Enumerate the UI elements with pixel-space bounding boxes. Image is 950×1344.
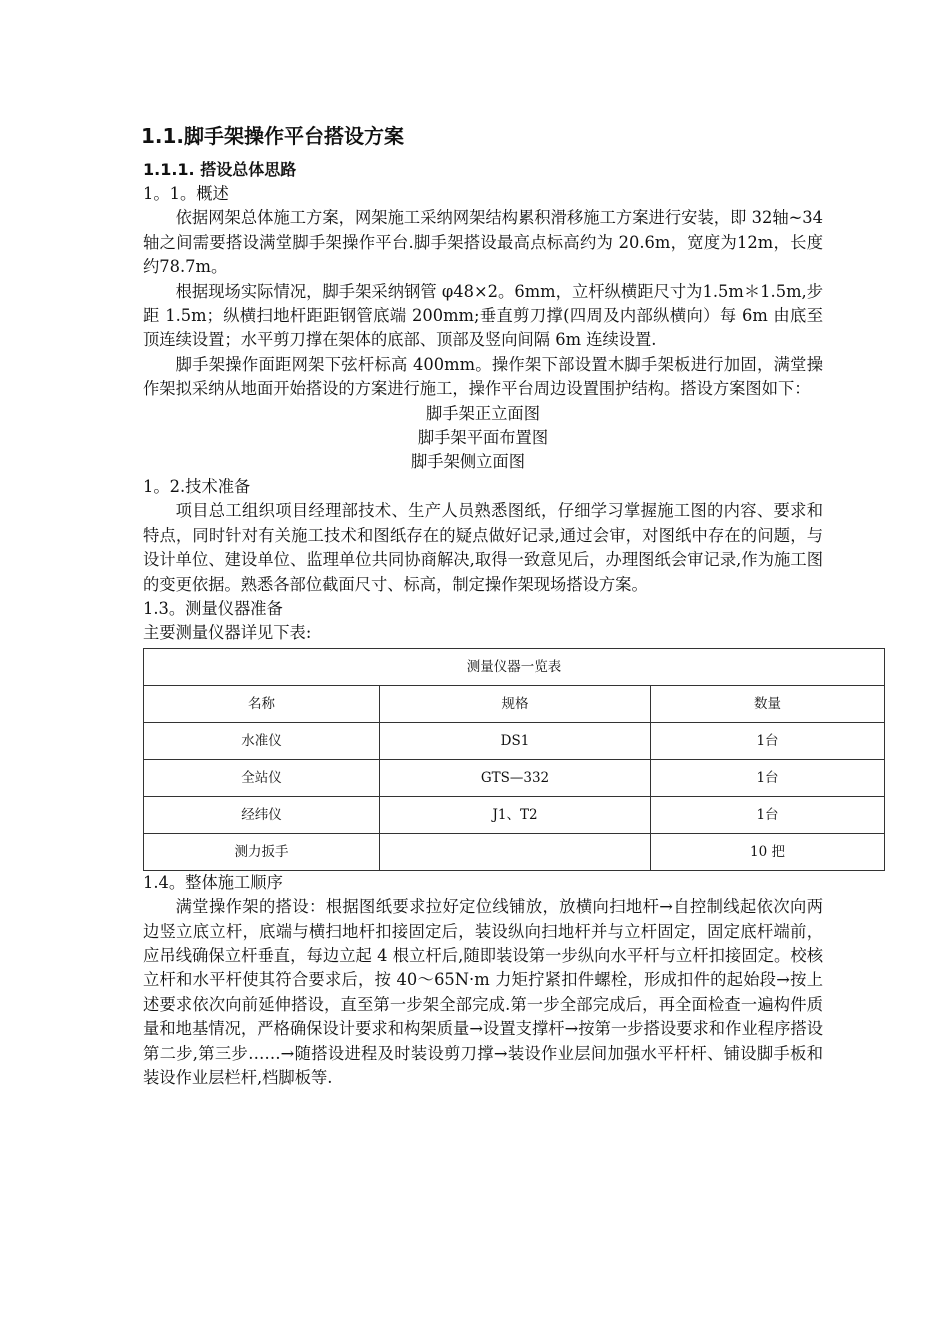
table-row [144, 833, 885, 870]
table-cell: 1台 [651, 759, 885, 796]
table-cell: 10 把 [651, 833, 885, 870]
paragraph: 依据网架总体施工方案，网架施工采纳网架结构累积滑移施工方案进行安装，即 32轴~34 轴之间需要搭设满堂脚手架操作平台.脚手架搭设最高点标高约为 20.6m，宽度为12m，长度约78.7m。 [143, 208, 823, 277]
document-page [143, 112, 823, 1090]
section-title-instruments: 1.3。测量仪器准备 [143, 598, 283, 618]
column-header: 规格 [380, 685, 651, 722]
paragraph: 满堂操作架的搭设：根据图纸要求拉好定位线铺放，放横向扫地杆→自控制线起依次向两边竖立底立杆，底端与横扫地杆扣接固定后，装设纵向扫地杆并与立杆固定，固定底杆端前，应吊线确保立杆垂直，每边立起 4 根立杆后,随即装设第一步纵向水平杆与立杆扣接固定。校核立杆和水平杆使其符合要求后，按 40～65N·m 力矩拧紧扣件螺栓，形成扣件的起始段→按上述要求依次向前延伸搭设，直至第一步架全部完成.第一步全部完成后，再全面检查一遍构件质量和地基情况，严格确保设计要求和构架质量→设置支撑杆→按第一步搭设要求和作业程序搭设第二步,第三步……→随搭设进程及时装设剪刀撑→装设作业层间加强水平杆杆、铺设脚手板和装设作业层栏杆,档脚板等. [143, 897, 823, 1087]
table-cell: 经纬仪 [144, 796, 380, 833]
section-title-overview: 1。1。概述 [143, 184, 229, 203]
figure-caption: 脚手架正立面图 [426, 403, 540, 423]
paragraph: 脚手架操作面距网架下弦杆标高 400mm。操作架下部设置木脚手架板进行加固，满堂操作架拟采纳从地面开始搭设的方案进行施工，操作平台周边设置围护结构。搭设方案图如下： [143, 354, 823, 399]
table-cell: 1台 [651, 722, 885, 759]
heading-1: 1.1.脚手架操作平台搭设方案 [141, 124, 405, 148]
table-row [144, 796, 885, 833]
table-cell: 水准仪 [144, 722, 380, 759]
table-cell: DS1 [380, 722, 651, 759]
instrument-table [143, 648, 885, 871]
figure-caption: 脚手架平面布置图 [417, 428, 549, 448]
section-title-tech: 1。2.技术准备 [143, 476, 251, 496]
figure-caption: 脚手架侧立面图 [411, 452, 525, 472]
heading-2: 1.1.1. 搭设总体思路 [143, 160, 297, 179]
table-cell: GTS—332 [380, 759, 651, 796]
column-header: 名称 [144, 685, 380, 722]
table-cell: 测力扳手 [144, 833, 380, 870]
paragraph: 根据现场实际情况，脚手架采纳钢管 φ48×2。6mm，立杆纵横距尺寸为1.5m＊1.5m,步距 1.5m；纵横扫地杆距距钢管底端 200mm;垂直剪刀撑(四周及内部纵横向）每 6m 由底至顶连续设置；水平剪刀撑在架体的底部、顶部及竖向间隔 6m 连续设置. [143, 281, 823, 350]
table-row [144, 722, 885, 759]
table-title: 测量仪器一览表 [144, 648, 885, 685]
table-cell [380, 833, 651, 870]
table-header-row [144, 685, 885, 722]
table-row [144, 759, 885, 796]
table-title-row [144, 648, 885, 685]
column-header: 数量 [651, 685, 885, 722]
table-intro: 主要测量仪器详见下表: [143, 623, 312, 643]
table-cell: J1、T2 [380, 796, 651, 833]
paragraph: 项目总工组织项目经理部技术、生产人员熟悉图纸，仔细学习掌握施工图的内容、要求和特点，同时针对有关施工技术和图纸存在的疑点做好记录,通过会审，对图纸中存在的问题，与设计单位、建设单位、监理单位共同协商解决,取得一致意见后，办理图纸会审记录,作为施工图的变更依据。熟悉各部位截面尺寸、标高，制定操作架现场搭设方案。 [143, 501, 823, 594]
section-title-sequence: 1.4。整体施工顺序 [143, 872, 283, 892]
table-cell: 1台 [651, 796, 885, 833]
table-cell: 全站仪 [144, 759, 380, 796]
